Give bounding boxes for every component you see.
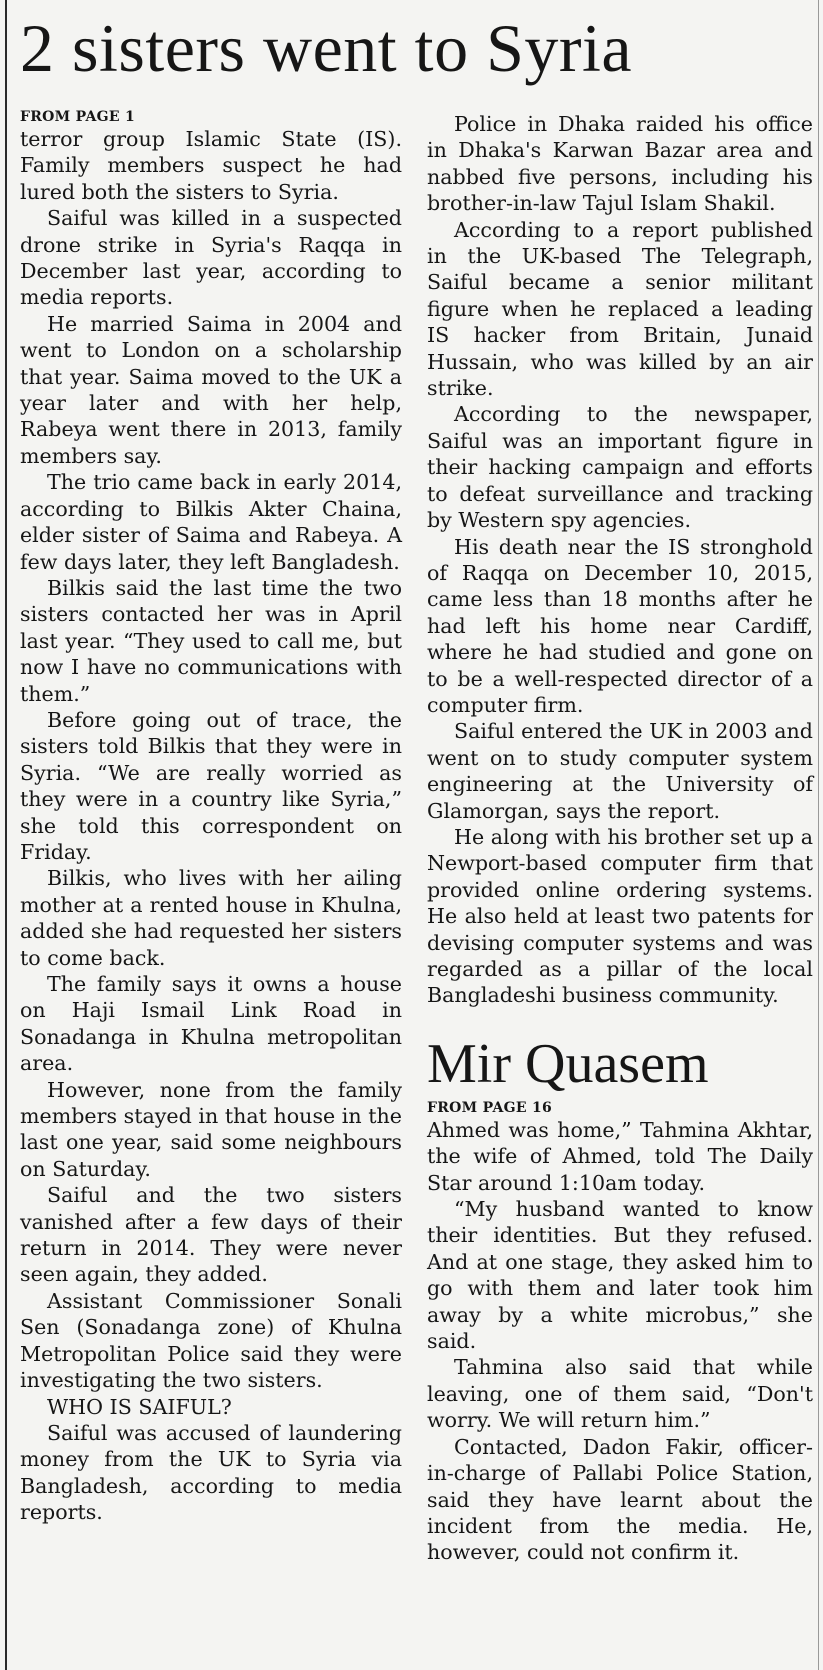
paragraph: Saiful entered the UK in 2003 and went on to study computer system engineering at the University of Glamorgan, says the report.: [427, 719, 813, 823]
paragraph: Contacted, Dadon Fakir, officer-in-charge of Pallabi Police Station, said they have learnt about the incident from the media. He, however, could not confirm it.: [427, 1434, 813, 1565]
paragraph: “My husband wanted to know their identities. But they refused. And at one stage, they asked him to go with them and later took him away by a white microbus,” she said.: [427, 1197, 813, 1354]
paragraph: Saiful was killed in a suspected drone strike in Syria's Raqqa in December last year, according to media reports.: [20, 206, 402, 310]
paragraph: According to a report published in the UK-based The Telegraph, Saiful became a senior militant figure when he replaced a leading IS hacker from Britain, Junaid Hussain, who was killed by an air strike.: [427, 217, 813, 401]
column-right: [427, 111, 813, 1566]
section-subhead: WHO IS SAIFUL?: [47, 1394, 232, 1419]
paragraph: Tahmina also said that while leaving, one of them said, “Don't worry. We will return him.”: [427, 1355, 813, 1433]
paragraph: He along with his brother set up a Newport-based computer firm that provided online ordering systems. He also held at least two patents for devising computer systems and was regarded as a pillar of the local Bangladeshi business community.: [427, 824, 813, 1008]
paragraph: According to the newspaper, Saiful was an important figure in their hacking campaign and efforts to defeat surveillance and tracking by Western spy agencies.: [427, 402, 813, 533]
paragraph: Saiful was accused of laundering money from the UK to Syria via Bangladesh, according to media reports.: [20, 1420, 402, 1525]
paragraph: However, none from the family members stayed in that house in the last one year, said some neighbours on Saturday.: [20, 1077, 402, 1181]
from-page-label: FROM PAGE 1: [20, 109, 136, 125]
paragraph: The trio came back in early 2014, according to Bilkis Akter Chaina, elder sister of Saima and Rabeya. A few days later, they left Bangladesh.: [20, 470, 402, 574]
paragraph: Bilkis, who lives with her ailing mother at a rented house in Khulna, added she had requested her sisters to come back.: [20, 866, 402, 970]
paragraph: terror group Islamic State (IS). Family members suspect he had lured both the sisters to Syria.: [20, 127, 402, 204]
paragraph: Saiful and the two sisters vanished after a few days of their return in 2014. They were never seen again, they added.: [20, 1183, 402, 1287]
from-page-label: FROM PAGE 16: [427, 1099, 553, 1116]
article-headline: 2 sisters went to Syria: [20, 10, 633, 86]
paragraph: Police in Dhaka raided his office in Dhaka's Karwan Bazar area and nabbed five persons, including his brother-in-law Tajul Islam Shakil.: [427, 112, 813, 216]
paragraph: His death near the IS stronghold of Raqqa on December 10, 2015, came less than 18 months after he had left his home near Cardiff, where he had studied and gone on to be a well-respected director of a computer firm.: [427, 534, 813, 717]
paragraph: Assistant Commissioner Sonali Sen (Sonadanga zone) of Khulna Metropolitan Police said they were investigating the two sisters.: [20, 1288, 402, 1393]
column-rule-left: [5, 0, 7, 1670]
paragraph: Before going out of trace, the sisters told Bilkis that they were in Syria. “We are really worried as they were in a country like Syria,” she told this correspondent on Friday.: [20, 707, 402, 864]
paragraph: Ahmed was home,” Tahmina Akhtar, the wife of Ahmed, told The Daily Star around 1:10am today.: [427, 1117, 813, 1195]
paragraph: The family says it owns a house on Haji Ismail Link Road in Sonadanga in Khulna metropolitan area.: [20, 972, 402, 1076]
second-article-headline: Mir Quasem: [427, 1032, 709, 1095]
column-rule-right: [818, 0, 819, 1670]
paragraph: He married Saima in 2004 and went to London on a scholarship that year. Saima moved to the UK a year later and with her help, Rabeya went there in 2013, family members say.: [20, 311, 402, 468]
paragraph: Bilkis said the last time the two sisters contacted her was in April last year. “They used to call me, but now I have no communications with them.”: [20, 575, 402, 706]
column-left: [20, 109, 402, 1526]
